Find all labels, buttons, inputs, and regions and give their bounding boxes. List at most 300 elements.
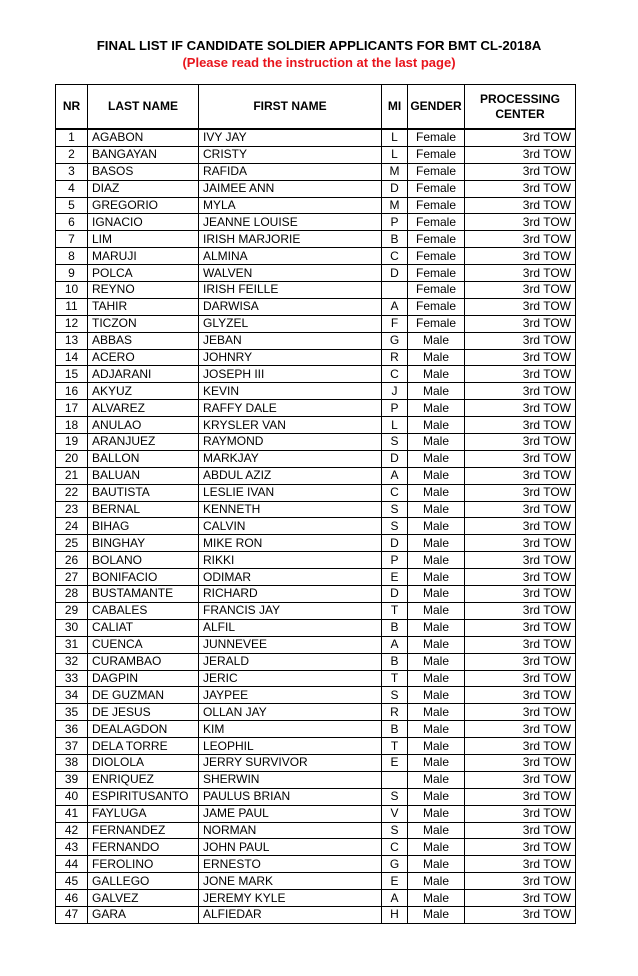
cell-first-name: ODIMAR bbox=[199, 569, 382, 586]
cell-gender: Female bbox=[408, 298, 465, 315]
cell-gender: Male bbox=[408, 636, 465, 653]
cell-mi bbox=[382, 771, 408, 788]
cell-last-name: CUENCA bbox=[88, 636, 199, 653]
table-row bbox=[56, 417, 576, 434]
cell-mi: T bbox=[382, 738, 408, 755]
cell-first-name: IRISH MARJORIE bbox=[199, 231, 382, 248]
cell-gender: Female bbox=[408, 214, 465, 231]
cell-mi: E bbox=[382, 754, 408, 771]
cell-last-name: FERNANDEZ bbox=[88, 822, 199, 839]
cell-first-name: SHERWIN bbox=[199, 771, 382, 788]
cell-nr: 22 bbox=[56, 484, 88, 501]
cell-mi: J bbox=[382, 383, 408, 400]
table-row bbox=[56, 738, 576, 755]
table-row bbox=[56, 315, 576, 332]
cell-processing-center: 3rd TOW bbox=[465, 602, 576, 619]
cell-nr: 18 bbox=[56, 417, 88, 434]
cell-first-name: KEVIN bbox=[199, 383, 382, 400]
document-subtitle: (Please read the instruction at the last page) bbox=[182, 55, 456, 70]
table-row bbox=[56, 822, 576, 839]
cell-first-name: JAIMEE ANN bbox=[199, 180, 382, 197]
cell-nr: 10 bbox=[56, 282, 88, 299]
header-nr: NR bbox=[56, 85, 88, 130]
cell-processing-center: 3rd TOW bbox=[465, 738, 576, 755]
cell-processing-center: 3rd TOW bbox=[465, 721, 576, 738]
cell-first-name: PAULUS BRIAN bbox=[199, 788, 382, 805]
cell-nr: 1 bbox=[56, 129, 88, 146]
cell-last-name: FEROLINO bbox=[88, 856, 199, 873]
cell-first-name: GLYZEL bbox=[199, 315, 382, 332]
cell-gender: Male bbox=[408, 873, 465, 890]
cell-mi: F bbox=[382, 315, 408, 332]
cell-processing-center: 3rd TOW bbox=[465, 805, 576, 822]
cell-nr: 31 bbox=[56, 636, 88, 653]
cell-processing-center: 3rd TOW bbox=[465, 417, 576, 434]
cell-last-name: REYNO bbox=[88, 282, 199, 299]
table-row bbox=[56, 788, 576, 805]
cell-last-name: TICZON bbox=[88, 315, 199, 332]
table-row bbox=[56, 754, 576, 771]
document-title: FINAL LIST IF CANDIDATE SOLDIER APPLICANTS FOR BMT CL-2018A bbox=[96, 38, 542, 53]
table-row bbox=[56, 535, 576, 552]
table-row bbox=[56, 636, 576, 653]
cell-processing-center: 3rd TOW bbox=[465, 332, 576, 349]
cell-last-name: BIHAG bbox=[88, 518, 199, 535]
cell-last-name: BANGAYAN bbox=[88, 146, 199, 163]
cell-nr: 9 bbox=[56, 265, 88, 282]
cell-first-name: RAYMOND bbox=[199, 434, 382, 451]
cell-processing-center: 3rd TOW bbox=[465, 670, 576, 687]
cell-first-name: MARKJAY bbox=[199, 450, 382, 467]
table-row bbox=[56, 619, 576, 636]
cell-gender: Male bbox=[408, 890, 465, 907]
cell-first-name: JERRY SURVIVOR bbox=[199, 754, 382, 771]
cell-processing-center: 3rd TOW bbox=[465, 653, 576, 670]
cell-processing-center: 3rd TOW bbox=[465, 754, 576, 771]
cell-last-name: BINGHAY bbox=[88, 535, 199, 552]
cell-gender: Male bbox=[408, 704, 465, 721]
cell-nr: 7 bbox=[56, 231, 88, 248]
cell-gender: Female bbox=[408, 248, 465, 265]
cell-gender: Male bbox=[408, 332, 465, 349]
cell-last-name: ACERO bbox=[88, 349, 199, 366]
cell-mi: R bbox=[382, 704, 408, 721]
cell-first-name: MYLA bbox=[199, 197, 382, 214]
cell-last-name: ESPIRITUSANTO bbox=[88, 788, 199, 805]
table-body bbox=[56, 129, 576, 923]
cell-first-name: KIM bbox=[199, 721, 382, 738]
cell-nr: 11 bbox=[56, 298, 88, 315]
cell-mi: P bbox=[382, 214, 408, 231]
cell-gender: Female bbox=[408, 146, 465, 163]
cell-processing-center: 3rd TOW bbox=[465, 450, 576, 467]
cell-processing-center: 3rd TOW bbox=[465, 366, 576, 383]
table-row bbox=[56, 146, 576, 163]
cell-first-name: DARWISA bbox=[199, 298, 382, 315]
cell-gender: Male bbox=[408, 569, 465, 586]
cell-mi: S bbox=[382, 788, 408, 805]
table-row bbox=[56, 586, 576, 603]
cell-mi: M bbox=[382, 197, 408, 214]
cell-mi: D bbox=[382, 265, 408, 282]
cell-first-name: JAME PAUL bbox=[199, 805, 382, 822]
cell-first-name: ALMINA bbox=[199, 248, 382, 265]
cell-first-name: JEREMY KYLE bbox=[199, 890, 382, 907]
cell-mi: S bbox=[382, 822, 408, 839]
cell-nr: 19 bbox=[56, 434, 88, 451]
cell-nr: 28 bbox=[56, 586, 88, 603]
header-mi: MI bbox=[382, 85, 408, 130]
cell-gender: Male bbox=[408, 434, 465, 451]
cell-mi: R bbox=[382, 349, 408, 366]
cell-first-name: LESLIE IVAN bbox=[199, 484, 382, 501]
cell-nr: 41 bbox=[56, 805, 88, 822]
table-row bbox=[56, 856, 576, 873]
cell-gender: Male bbox=[408, 383, 465, 400]
cell-mi: A bbox=[382, 467, 408, 484]
cell-processing-center: 3rd TOW bbox=[465, 839, 576, 856]
cell-first-name: JERALD bbox=[199, 653, 382, 670]
cell-gender: Male bbox=[408, 602, 465, 619]
cell-first-name: ALFIL bbox=[199, 619, 382, 636]
table-row bbox=[56, 265, 576, 282]
cell-processing-center: 3rd TOW bbox=[465, 214, 576, 231]
cell-mi: L bbox=[382, 417, 408, 434]
cell-nr: 30 bbox=[56, 619, 88, 636]
cell-gender: Male bbox=[408, 619, 465, 636]
table-row bbox=[56, 839, 576, 856]
cell-gender: Female bbox=[408, 197, 465, 214]
cell-processing-center: 3rd TOW bbox=[465, 890, 576, 907]
cell-first-name: JOSEPH III bbox=[199, 366, 382, 383]
cell-nr: 23 bbox=[56, 501, 88, 518]
cell-nr: 21 bbox=[56, 467, 88, 484]
cell-mi: G bbox=[382, 856, 408, 873]
cell-first-name: ABDUL AZIZ bbox=[199, 467, 382, 484]
table-row bbox=[56, 484, 576, 501]
cell-last-name: BALLON bbox=[88, 450, 199, 467]
cell-nr: 37 bbox=[56, 738, 88, 755]
cell-last-name: DE JESUS bbox=[88, 704, 199, 721]
cell-processing-center: 3rd TOW bbox=[465, 906, 576, 923]
cell-nr: 17 bbox=[56, 400, 88, 417]
cell-nr: 25 bbox=[56, 535, 88, 552]
table-row bbox=[56, 349, 576, 366]
table-row bbox=[56, 400, 576, 417]
cell-mi: E bbox=[382, 873, 408, 890]
table-row bbox=[56, 552, 576, 569]
cell-nr: 24 bbox=[56, 518, 88, 535]
cell-mi: S bbox=[382, 434, 408, 451]
cell-processing-center: 3rd TOW bbox=[465, 434, 576, 451]
cell-nr: 35 bbox=[56, 704, 88, 721]
cell-gender: Male bbox=[408, 417, 465, 434]
cell-processing-center: 3rd TOW bbox=[465, 687, 576, 704]
cell-processing-center: 3rd TOW bbox=[465, 636, 576, 653]
cell-last-name: GREGORIO bbox=[88, 197, 199, 214]
cell-nr: 27 bbox=[56, 569, 88, 586]
cell-mi: C bbox=[382, 839, 408, 856]
cell-last-name: FERNANDO bbox=[88, 839, 199, 856]
table-row bbox=[56, 704, 576, 721]
cell-processing-center: 3rd TOW bbox=[465, 315, 576, 332]
table-row bbox=[56, 518, 576, 535]
cell-gender: Female bbox=[408, 129, 465, 146]
cell-first-name: JOHNRY bbox=[199, 349, 382, 366]
table-row bbox=[56, 282, 576, 299]
cell-gender: Male bbox=[408, 906, 465, 923]
cell-gender: Male bbox=[408, 400, 465, 417]
table-row bbox=[56, 180, 576, 197]
cell-processing-center: 3rd TOW bbox=[465, 518, 576, 535]
cell-nr: 39 bbox=[56, 771, 88, 788]
cell-mi: L bbox=[382, 129, 408, 146]
cell-gender: Male bbox=[408, 552, 465, 569]
cell-last-name: ADJARANI bbox=[88, 366, 199, 383]
cell-last-name: ABBAS bbox=[88, 332, 199, 349]
cell-gender: Male bbox=[408, 535, 465, 552]
cell-processing-center: 3rd TOW bbox=[465, 282, 576, 299]
cell-first-name: MIKE RON bbox=[199, 535, 382, 552]
cell-first-name: KRYSLER VAN bbox=[199, 417, 382, 434]
cell-processing-center: 3rd TOW bbox=[465, 535, 576, 552]
cell-first-name: RICHARD bbox=[199, 586, 382, 603]
cell-last-name: GALVEZ bbox=[88, 890, 199, 907]
table-row bbox=[56, 450, 576, 467]
cell-nr: 13 bbox=[56, 332, 88, 349]
table-row bbox=[56, 214, 576, 231]
cell-gender: Male bbox=[408, 467, 465, 484]
cell-mi: T bbox=[382, 670, 408, 687]
table-row bbox=[56, 501, 576, 518]
cell-gender: Male bbox=[408, 518, 465, 535]
cell-nr: 45 bbox=[56, 873, 88, 890]
cell-last-name: FAYLUGA bbox=[88, 805, 199, 822]
cell-first-name: JAYPEE bbox=[199, 687, 382, 704]
cell-processing-center: 3rd TOW bbox=[465, 704, 576, 721]
cell-mi: S bbox=[382, 501, 408, 518]
cell-first-name: KENNETH bbox=[199, 501, 382, 518]
cell-first-name: JERIC bbox=[199, 670, 382, 687]
table-row bbox=[56, 906, 576, 923]
cell-processing-center: 3rd TOW bbox=[465, 163, 576, 180]
table-row bbox=[56, 231, 576, 248]
table-row bbox=[56, 129, 576, 146]
cell-first-name: JOHN PAUL bbox=[199, 839, 382, 856]
cell-last-name: AKYUZ bbox=[88, 383, 199, 400]
cell-processing-center: 3rd TOW bbox=[465, 619, 576, 636]
cell-last-name: DEALAGDON bbox=[88, 721, 199, 738]
cell-first-name: JEANNE LOUISE bbox=[199, 214, 382, 231]
cell-processing-center: 3rd TOW bbox=[465, 788, 576, 805]
cell-last-name: DIAZ bbox=[88, 180, 199, 197]
cell-processing-center: 3rd TOW bbox=[465, 129, 576, 146]
cell-nr: 38 bbox=[56, 754, 88, 771]
cell-last-name: BERNAL bbox=[88, 501, 199, 518]
cell-nr: 47 bbox=[56, 906, 88, 923]
cell-gender: Female bbox=[408, 282, 465, 299]
table-row bbox=[56, 383, 576, 400]
cell-mi: D bbox=[382, 180, 408, 197]
cell-mi: S bbox=[382, 518, 408, 535]
cell-gender: Male bbox=[408, 450, 465, 467]
cell-processing-center: 3rd TOW bbox=[465, 873, 576, 890]
cell-processing-center: 3rd TOW bbox=[465, 231, 576, 248]
cell-gender: Male bbox=[408, 839, 465, 856]
cell-nr: 40 bbox=[56, 788, 88, 805]
cell-mi: H bbox=[382, 906, 408, 923]
table-row bbox=[56, 653, 576, 670]
cell-last-name: CALIAT bbox=[88, 619, 199, 636]
cell-first-name: LEOPHIL bbox=[199, 738, 382, 755]
cell-processing-center: 3rd TOW bbox=[465, 856, 576, 873]
cell-mi: A bbox=[382, 636, 408, 653]
cell-nr: 3 bbox=[56, 163, 88, 180]
cell-last-name: ENRIQUEZ bbox=[88, 771, 199, 788]
cell-first-name: CALVIN bbox=[199, 518, 382, 535]
cell-last-name: DIOLOLA bbox=[88, 754, 199, 771]
cell-mi: B bbox=[382, 619, 408, 636]
cell-last-name: AGABON bbox=[88, 129, 199, 146]
cell-last-name: DAGPIN bbox=[88, 670, 199, 687]
cell-last-name: ALVAREZ bbox=[88, 400, 199, 417]
cell-last-name: BUSTAMANTE bbox=[88, 586, 199, 603]
cell-last-name: CURAMBAO bbox=[88, 653, 199, 670]
cell-nr: 26 bbox=[56, 552, 88, 569]
cell-mi: L bbox=[382, 146, 408, 163]
table-row bbox=[56, 873, 576, 890]
cell-mi: T bbox=[382, 602, 408, 619]
cell-mi: V bbox=[382, 805, 408, 822]
cell-last-name: TAHIR bbox=[88, 298, 199, 315]
cell-mi: C bbox=[382, 248, 408, 265]
table-row bbox=[56, 467, 576, 484]
cell-last-name: ARANJUEZ bbox=[88, 434, 199, 451]
table-row bbox=[56, 163, 576, 180]
cell-processing-center: 3rd TOW bbox=[465, 248, 576, 265]
cell-nr: 2 bbox=[56, 146, 88, 163]
cell-processing-center: 3rd TOW bbox=[465, 501, 576, 518]
cell-gender: Male bbox=[408, 366, 465, 383]
cell-gender: Female bbox=[408, 315, 465, 332]
cell-nr: 12 bbox=[56, 315, 88, 332]
cell-mi: E bbox=[382, 569, 408, 586]
cell-first-name: RAFFY DALE bbox=[199, 400, 382, 417]
cell-first-name: WALVEN bbox=[199, 265, 382, 282]
cell-nr: 6 bbox=[56, 214, 88, 231]
cell-processing-center: 3rd TOW bbox=[465, 180, 576, 197]
cell-gender: Male bbox=[408, 822, 465, 839]
cell-gender: Male bbox=[408, 805, 465, 822]
table-row bbox=[56, 332, 576, 349]
cell-gender: Female bbox=[408, 163, 465, 180]
cell-last-name: POLCA bbox=[88, 265, 199, 282]
cell-nr: 20 bbox=[56, 450, 88, 467]
cell-processing-center: 3rd TOW bbox=[465, 400, 576, 417]
cell-mi: P bbox=[382, 400, 408, 417]
cell-last-name: BONIFACIO bbox=[88, 569, 199, 586]
cell-first-name: JUNNEVEE bbox=[199, 636, 382, 653]
cell-mi: B bbox=[382, 721, 408, 738]
cell-processing-center: 3rd TOW bbox=[465, 146, 576, 163]
cell-first-name: FRANCIS JAY bbox=[199, 602, 382, 619]
cell-gender: Female bbox=[408, 180, 465, 197]
cell-gender: Male bbox=[408, 670, 465, 687]
cell-last-name: CABALES bbox=[88, 602, 199, 619]
cell-first-name: RAFIDA bbox=[199, 163, 382, 180]
cell-gender: Male bbox=[408, 856, 465, 873]
cell-processing-center: 3rd TOW bbox=[465, 197, 576, 214]
cell-nr: 34 bbox=[56, 687, 88, 704]
cell-mi: C bbox=[382, 366, 408, 383]
cell-first-name: OLLAN JAY bbox=[199, 704, 382, 721]
cell-mi: B bbox=[382, 653, 408, 670]
cell-nr: 44 bbox=[56, 856, 88, 873]
table-row bbox=[56, 771, 576, 788]
table-row bbox=[56, 298, 576, 315]
cell-gender: Female bbox=[408, 231, 465, 248]
cell-gender: Male bbox=[408, 788, 465, 805]
cell-mi: A bbox=[382, 298, 408, 315]
table-row bbox=[56, 687, 576, 704]
cell-processing-center: 3rd TOW bbox=[465, 383, 576, 400]
cell-processing-center: 3rd TOW bbox=[465, 265, 576, 282]
table-row bbox=[56, 248, 576, 265]
cell-processing-center: 3rd TOW bbox=[465, 569, 576, 586]
cell-gender: Male bbox=[408, 484, 465, 501]
cell-mi: A bbox=[382, 890, 408, 907]
cell-first-name: ERNESTO bbox=[199, 856, 382, 873]
cell-first-name: IVY JAY bbox=[199, 129, 382, 146]
cell-mi: G bbox=[382, 332, 408, 349]
cell-mi: B bbox=[382, 231, 408, 248]
cell-nr: 16 bbox=[56, 383, 88, 400]
cell-last-name: GARA bbox=[88, 906, 199, 923]
cell-last-name: DE GUZMAN bbox=[88, 687, 199, 704]
cell-nr: 36 bbox=[56, 721, 88, 738]
cell-gender: Male bbox=[408, 349, 465, 366]
cell-gender: Female bbox=[408, 265, 465, 282]
cell-gender: Male bbox=[408, 721, 465, 738]
cell-mi: C bbox=[382, 484, 408, 501]
cell-processing-center: 3rd TOW bbox=[465, 484, 576, 501]
cell-mi bbox=[382, 282, 408, 299]
cell-last-name: MARUJI bbox=[88, 248, 199, 265]
cell-mi: D bbox=[382, 535, 408, 552]
cell-nr: 4 bbox=[56, 180, 88, 197]
cell-first-name: RIKKI bbox=[199, 552, 382, 569]
cell-nr: 33 bbox=[56, 670, 88, 687]
cell-nr: 32 bbox=[56, 653, 88, 670]
cell-nr: 8 bbox=[56, 248, 88, 265]
cell-processing-center: 3rd TOW bbox=[465, 349, 576, 366]
table-row bbox=[56, 721, 576, 738]
cell-processing-center: 3rd TOW bbox=[465, 298, 576, 315]
cell-first-name: JONE MARK bbox=[199, 873, 382, 890]
cell-last-name: BOLANO bbox=[88, 552, 199, 569]
table-row bbox=[56, 602, 576, 619]
table-header-row bbox=[56, 85, 576, 130]
cell-mi: P bbox=[382, 552, 408, 569]
cell-nr: 29 bbox=[56, 602, 88, 619]
cell-nr: 15 bbox=[56, 366, 88, 383]
cell-last-name: DELA TORRE bbox=[88, 738, 199, 755]
cell-processing-center: 3rd TOW bbox=[465, 552, 576, 569]
cell-mi: S bbox=[382, 687, 408, 704]
cell-processing-center: 3rd TOW bbox=[465, 822, 576, 839]
cell-last-name: BALUAN bbox=[88, 467, 199, 484]
table-row bbox=[56, 366, 576, 383]
